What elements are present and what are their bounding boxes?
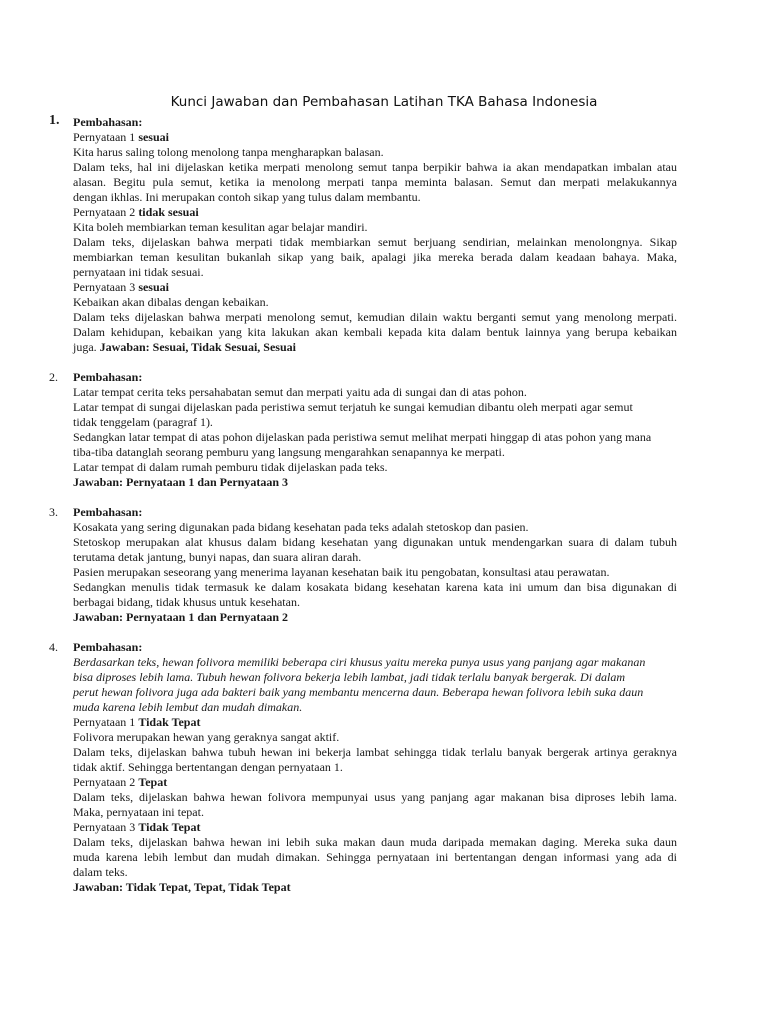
text-line: Stetoskop merupakan alat khusus dalam bidang kesehatan yang digunakan untuk mendengarkan suara di dalam tubuh (73, 535, 677, 549)
text-line: berbagai bidang, tidak khusus untuk kesehatan. (73, 595, 300, 609)
statement-label: Pernyataan 1 (73, 130, 139, 144)
answer-text: Jawaban: Tidak Tepat, Tepat, Tidak Tepat (73, 880, 291, 894)
text-line: Dalam teks, hal ini dijelaskan ketika merpati menolong semut tanpa berpikir bahwa ia akan mendapatkan imbalan atau (73, 160, 677, 174)
text-line: Folivora merupakan hewan yang geraknya sangat aktif. (73, 730, 340, 744)
text-line: terutama detak jantung, bunyi napas, dan suara aliran darah. (73, 550, 362, 564)
text-line: Latar tempat di dalam rumah pemburu tidak dijelaskan pada teks. (73, 460, 388, 474)
text-line: Pasien merupakan seseorang yang menerima layanan kesehatan baik itu pengobatan, konsultasi atau perawatan. (73, 565, 610, 579)
answer-text: Jawaban: Sesuai, Tidak Sesuai, Sesuai (99, 340, 296, 354)
text-line: Maka, pernyataan ini tepat. (73, 805, 204, 819)
statement-verdict: sesuai (138, 130, 169, 144)
section-heading: Pembahasan: (73, 640, 143, 654)
text-line: Dalam teks, dijelaskan bahwa hewan folivora mempunyai usus yang panjang agar makanan bisa diproses lebih lama. (73, 790, 677, 804)
text-line: membiarkan teman kesulitan bukanlah sikap yang baik, apalagi jika mereka berada dalam keadaan bahaya. Maka, (73, 250, 677, 264)
statement-label: Pernyataan 2 (73, 205, 139, 219)
section-body (73, 115, 677, 355)
statement-verdict: Tidak Tepat (138, 715, 201, 729)
italic-line: Berdasarkan teks, hewan folivora memiliki beberapa ciri khusus yaitu mereka punya usus yang panjang agar makanan (73, 655, 646, 669)
statement-label: Pernyataan 1 (73, 715, 139, 729)
section-body (73, 640, 677, 895)
statement-verdict: tidak sesuai (138, 205, 199, 219)
statement-label: Pernyataan 3 (73, 280, 139, 294)
section-body (73, 370, 677, 490)
text-line: tiba-tiba datanglah seorang pemburu yang langsung mengarahkan senapannya ke merpati. (73, 445, 505, 459)
text-line: Kita harus saling tolong menolong tanpa mengharapkan balasan. (73, 145, 384, 159)
text-line: tidak tenggelam (paragraf 1). (73, 415, 213, 429)
section-number: 1. (49, 113, 60, 128)
text-line: juga. (73, 340, 100, 354)
statement-label: Pernyataan 3 (73, 820, 139, 834)
section-body (73, 505, 677, 625)
section-number: 4. (49, 640, 58, 654)
statement-verdict: Tidak Tepat (138, 820, 201, 834)
italic-line: bisa diproses lebih lama. Tubuh hewan folivora bekerja lebih lambat, jadi tidak terlalu banyak bergerak. Di dalam (73, 670, 626, 684)
italic-line: muda karena lebih lembut dan mudah dimakan. (73, 700, 303, 714)
text-line: Dalam kehidupan, kebaikan yang kita lakukan akan kembali kepada kita dalam bentuk lainnya yang berupa kebaikan (73, 325, 677, 339)
text-line: Dalam teks, dijelaskan bahwa hewan ini lebih suka makan daun muda daripada memakan daging. Mereka suka daun (73, 835, 677, 849)
text-line: Dalam teks, dijelaskan bahwa merpati tidak membiarkan semut berjuang sendirian, melainkan menolongnya. Sikap (73, 235, 677, 249)
section-number: 2. (49, 370, 58, 384)
text-line: alasan. Begitu pula semut, ketika ia menolong merpati tanpa meminta balasan. Semut dan merpati melakukannya (73, 175, 677, 189)
text-line: Latar tempat cerita teks persahabatan semut dan merpati yaitu ada di sungai dan di atas pohon. (73, 385, 527, 399)
text-line: Kita boleh membiarkan teman kesulitan agar belajar mandiri. (73, 220, 368, 234)
text-line: Latar tempat di sungai dijelaskan pada peristiwa semut terjatuh ke sungai kemudian dibantu oleh merpati agar semut (73, 400, 633, 414)
statement-verdict: sesuai (138, 280, 169, 294)
text-line: Sedangkan menulis tidak termasuk ke dalam kosakata bidang kesehatan karena kata ini umum dan bisa digunakan di (73, 580, 677, 594)
italic-line: perut hewan folivora juga ada bakteri baik yang membantu mencerna daun. Beberapa hewan folivora lebih suka daun (73, 685, 644, 699)
section-number: 3. (49, 505, 58, 519)
answer-text: Jawaban: Pernyataan 1 dan Pernyataan 2 (73, 610, 289, 624)
text-line: Dalam teks dijelaskan bahwa merpati menolong semut, kemudian dilain waktu berganti semut yang menolong merpati. (73, 310, 677, 324)
section-heading: Pembahasan: (73, 115, 143, 129)
text-line: Sedangkan latar tempat di atas pohon dijelaskan pada peristiwa semut melihat merpati hinggap di atas pohon yang mana (73, 430, 652, 444)
text-line: Kebaikan akan dibalas dengan kebaikan. (73, 295, 269, 309)
section-heading: Pembahasan: (73, 505, 143, 519)
statement-label: Pernyataan 2 (73, 775, 139, 789)
text-line: Dalam teks, dijelaskan bahwa tubuh hewan ini bekerja lambat sehingga tidak terlalu banyak bergerak artinya geraknya (73, 745, 677, 759)
section-heading: Pembahasan: (73, 370, 143, 384)
text-line: muda karena lebih lembut dan mudah dimakan. Sehingga pernyataan ini bertentangan dengan informasi yang ada di (73, 850, 677, 864)
text-line: pernyataan ini tidak sesuai. (73, 265, 204, 279)
statement-verdict: Tepat (138, 775, 168, 789)
text-line: dalam teks. (73, 865, 128, 879)
page-title: Kunci Jawaban dan Pembahasan Latihan TKA Bahasa Indonesia (170, 94, 598, 110)
text-line: dengan ikhlas. Ini merupakan contoh sikap yang tulus dalam membantu. (73, 190, 421, 204)
text-line: Kosakata yang sering digunakan pada bidang kesehatan pada teks adalah stetoskop dan pasien. (73, 520, 529, 534)
answer-text: Jawaban: Pernyataan 1 dan Pernyataan 3 (73, 475, 289, 489)
text-line: tidak aktif. Sehingga bertentangan dengan pernyataan 1. (73, 760, 343, 774)
